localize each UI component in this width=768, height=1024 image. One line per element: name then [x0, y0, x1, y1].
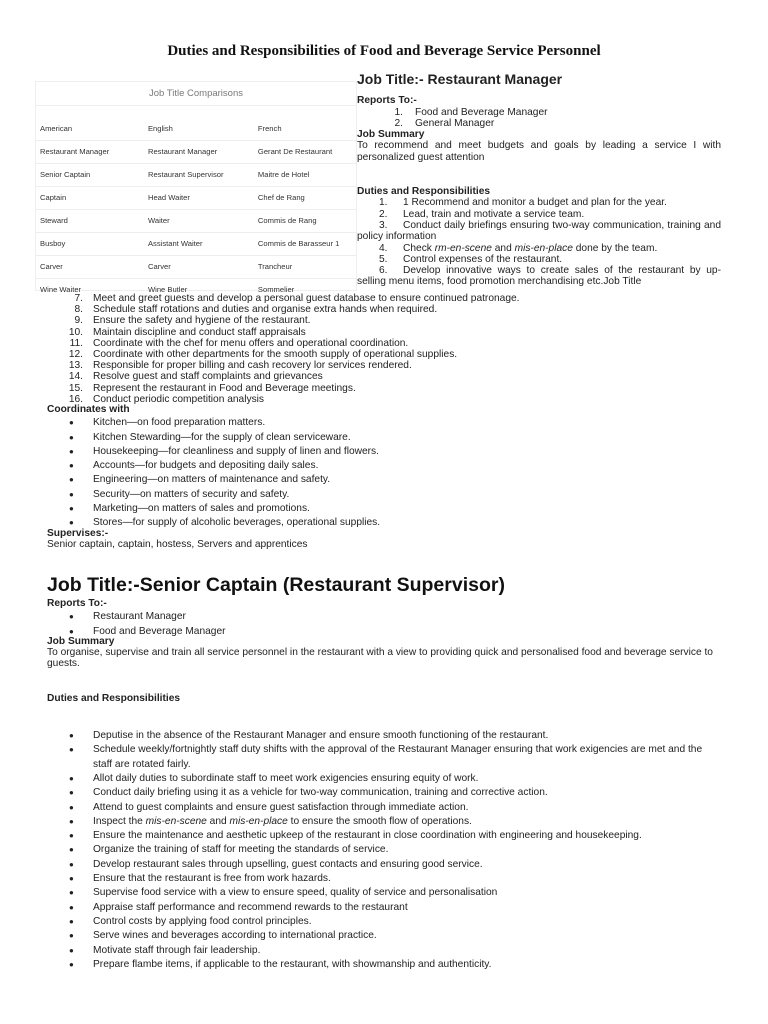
bullet-icon: ● [69, 931, 74, 941]
italic-term: mis-en-place [514, 242, 573, 254]
list-text: Engineering—on matters of maintenance and safety. [93, 474, 331, 486]
captain-section [47, 598, 721, 972]
list-text [93, 801, 721, 815]
coordinates-section [47, 404, 721, 550]
bullet-icon: ● [69, 845, 74, 855]
bullet-icon: ● [69, 418, 74, 428]
comparison-cell: Assistant Waiter [147, 239, 203, 248]
list-number: 1. [379, 197, 388, 209]
manager-reports-label: Reports To:- [357, 95, 417, 107]
comparison-cell: Wine Waiter [40, 285, 82, 294]
list-number: 7. [74, 293, 83, 304]
list-text: Kitchen Stewarding—for the supply of clean serviceware. [93, 431, 351, 443]
list-item [47, 315, 721, 326]
captain.duties.15.t-text: Prepare flambe items, if applicable to the restaurant, with showmanship and authenticity. [93, 958, 492, 970]
list-number: 12. [68, 349, 83, 361]
list-item [47, 772, 721, 786]
manager-summary: To recommend and meet budgets and goals by leading a service I with personalized guest attention [357, 140, 721, 163]
list-text [93, 886, 721, 900]
captain.duties.0.t-text: Deputise in the absence of the Restaurant Manager and ensure smooth functioning of the restaurant. [93, 730, 549, 742]
list-item [47, 488, 721, 502]
captain.duties.10.t-text: Supervise food service with a view to ensure speed, quality of service and personalisation [93, 887, 498, 899]
captain.duties.4.t-text: Attend to guest complaints and ensure guest satisfaction through immediate action. [93, 801, 469, 813]
list-text: Accounts—for budgets and depositing daily sales. [93, 460, 319, 472]
manager.duties_top.5.t-text: Develop innovative ways to create sales of the restaurant by up-selling menu items, food promotion merchandising etc.Job Title [357, 265, 721, 288]
list-text [93, 901, 721, 915]
list-item [47, 872, 721, 886]
list-item [47, 901, 721, 915]
list-text: Resolve guest and staff complaints and grievances [93, 371, 323, 383]
comparison-cell: Head Waiter [147, 193, 190, 202]
list-number: 11. [69, 337, 83, 349]
manager-reports-list [357, 107, 721, 130]
list-item [47, 304, 721, 315]
list-item [357, 254, 721, 265]
comparison-cell: Waiter [147, 216, 170, 225]
list-text [93, 929, 721, 943]
manager.duties_top.2.t-text: Conduct daily briefings ensuring two-way communication, training and policy information [357, 219, 721, 243]
captain-duties-label: Duties and Responsibilities [47, 692, 181, 704]
comparison-cell: American [40, 124, 73, 133]
comparison-cell: Commis de Barasseur 1 [257, 239, 340, 248]
bullet-icon: ● [69, 945, 74, 955]
manager-job-title: Job Title:- Restaurant Manager [357, 71, 563, 87]
captain-reports-label: Reports To:- [47, 598, 107, 609]
list-item [47, 843, 721, 857]
list-text: Marketing—on matters of sales and promotions. [93, 503, 310, 515]
comparison-cell: English [147, 124, 173, 133]
captain.duties.13.t-text: Serve wines and beverages according to international practice. [93, 930, 377, 942]
comparison-cell: Gerant De Restaurant [257, 147, 333, 156]
list-number: 8. [74, 304, 83, 316]
italic-term: mis-en-scene [145, 815, 207, 827]
comparison-cell: Carver [147, 262, 171, 271]
list-text [93, 829, 721, 843]
captain.duties.14.t-text: Motivate staff through fair leadership. [93, 944, 261, 956]
list-number: 10. [68, 326, 83, 338]
list-text [93, 858, 721, 872]
list-item [47, 445, 721, 459]
bullet-icon: ● [69, 432, 74, 442]
comparison-cell: French [257, 124, 282, 133]
list-item [47, 801, 721, 815]
list-item [47, 338, 721, 349]
comparison-cell: Restaurant Supervisor [147, 170, 224, 179]
manager.duties_top.0.t-text: 1 Recommend and monitor a budget and plan for the year. [403, 197, 667, 209]
list-item [47, 929, 721, 943]
list-item [47, 360, 721, 371]
list-text: Conduct periodic competition analysis [93, 393, 265, 405]
captain-summary: To organise, supervise and train all service personnel in the restaurant with a view to providing quick and personalised food and beverage service to guests. [47, 647, 713, 670]
list-number: 3. [379, 219, 388, 231]
list-item [47, 327, 721, 338]
captain-summary-label: Job Summary [47, 635, 115, 647]
coordinates-list [47, 416, 721, 530]
comparison-cell: Maitre de Hotel [257, 170, 310, 179]
comparison-row [36, 140, 356, 163]
list-item [47, 516, 721, 530]
comparison-cell: Trancheur [257, 262, 293, 271]
list-text: Inspect the mis-en-scene and mis-en-place to ensure the smooth flow of operations. [93, 815, 472, 827]
list-item [47, 431, 721, 445]
list-number: 1. [394, 106, 403, 118]
list-number: 16. [68, 393, 83, 405]
list-item [47, 625, 721, 639]
list-number: 4. [379, 242, 388, 254]
list-item [47, 958, 721, 972]
manager-duties-label: Duties and Responsibilities [357, 186, 491, 198]
bullet-icon: ● [69, 874, 74, 884]
bullet-icon: ● [69, 816, 74, 826]
comparison-cell: Steward [40, 216, 68, 225]
bullet-icon: ● [69, 802, 74, 812]
supervises-text: Senior captain, captain, hostess, Servers and apprentices [47, 538, 308, 550]
list-text: Food and Beverage Manager [93, 625, 226, 637]
captain-job-title: Job Title:-Senior Captain (Restaurant Supervisor) [47, 574, 505, 596]
list-text: General Manager [415, 117, 495, 129]
bullet-icon: ● [69, 461, 74, 471]
list-text: Kitchen—on food preparation matters. [93, 417, 266, 429]
list-number: 2. [379, 208, 388, 220]
list-text [93, 743, 721, 772]
list-item [47, 944, 721, 958]
bullet-icon: ● [69, 902, 74, 912]
list-text [93, 843, 721, 857]
captain.duties.2.t-text: Allot daily duties to subordinate staff to meet work exigencies ensuring equity of work. [93, 772, 479, 784]
comparison-row [36, 186, 356, 209]
list-item [47, 502, 721, 516]
list-text [93, 915, 721, 929]
captain.duties.11.t-text: Appraise staff performance and recommend rewards to the restaurant [93, 901, 408, 913]
bullet-icon: ● [69, 831, 74, 841]
list-text [93, 872, 721, 886]
bullet-icon: ● [69, 504, 74, 514]
list-item [47, 459, 721, 473]
list-number: 13. [68, 360, 83, 372]
list-item: 4. Check rm-en-scene and mis-en-place done by the team. [379, 242, 658, 254]
captain.duties.12.t-text: Control costs by applying food control principles. [93, 915, 312, 927]
bullet-icon: ● [69, 446, 74, 456]
captain.duties.1.t-text: Schedule weekly/fortnightly staff duty shifts with the approval of the Restaurant Manager ensuring that work exigencies are met and the staff are rotated fairly. [93, 744, 703, 770]
bullet-icon: ● [69, 626, 74, 636]
list-text: Represent the restaurant in Food and Beverage meetings. [93, 382, 356, 394]
supervises-label: Supervises:- [47, 527, 109, 539]
list-number: 2. [394, 117, 403, 129]
bullet-icon: ● [69, 959, 74, 969]
comparison-rows [36, 106, 356, 301]
comparison-row [36, 209, 356, 232]
comparison-cell: Chef de Rang [257, 193, 305, 202]
captain.duties.7.t-text: Organize the training of staff for meeting the standards of service. [93, 844, 389, 856]
comparison-cell: Restaurant Manager [147, 147, 218, 156]
list-item [47, 786, 721, 800]
list-text [93, 944, 721, 958]
bullet-icon: ● [69, 475, 74, 485]
list-item [47, 610, 721, 624]
comparison-cell: Restaurant Manager [40, 147, 110, 156]
captain-duties-list [47, 729, 721, 972]
comparison-cell: Busboy [40, 239, 66, 248]
list-text: Security—on matters of security and safety. [93, 488, 290, 500]
captain-reports-list [47, 610, 721, 639]
comparison-cell: Sommelier [257, 285, 295, 294]
list-item [357, 265, 721, 288]
list-number: 9. [74, 315, 83, 327]
manager.duties_top.1.t-text: Lead, train and motivate a service team. [403, 208, 585, 220]
captain.duties.8.t-text: Develop restaurant sales through upselling, guest contacts and ensuring good service. [93, 858, 483, 870]
manager-duties-continued [47, 293, 721, 405]
list-text: Coordinate with other departments for the smooth supply of operational supplies. [93, 349, 458, 361]
list-number: 14. [68, 371, 83, 383]
list-item [47, 416, 721, 430]
italic-term: rm-en-scene [434, 242, 492, 254]
list-text: Responsible for proper billing and cash recovery lor services rendered. [93, 360, 412, 372]
bullet-icon: ● [69, 888, 74, 898]
comparison-row [36, 163, 356, 186]
bullet-icon: ● [69, 612, 74, 622]
captain.duties.9.t-text: Ensure that the restaurant is free from work hazards. [93, 873, 331, 885]
list-item [357, 209, 721, 220]
comparison-heading: Job Title Comparisons [36, 82, 356, 106]
document-title: Duties and Responsibilities of Food and Beverage Service Personnel [167, 43, 601, 59]
list-item [357, 220, 721, 243]
list-text [93, 729, 721, 743]
list-text: Schedule staff rotations and duties and organise extra hands when required. [93, 304, 438, 316]
list-text: Restaurant Manager [93, 611, 186, 623]
list-text: Housekeeping—for cleanliness and supply of linen and flowers. [93, 445, 379, 457]
list-number: 5. [379, 253, 388, 265]
coordinates-label: Coordinates with [47, 404, 130, 415]
list-text: Ensure the safety and hygiene of the restaurant. [93, 315, 311, 327]
list-text: Maintain discipline and conduct staff appraisals [93, 326, 306, 338]
manager.duties_top.4.t-text: Control expenses of the restaurant. [403, 253, 563, 265]
list-item [47, 815, 721, 829]
comparison-cell: Senior Captain [40, 170, 91, 179]
list-item [47, 915, 721, 929]
list-item [47, 371, 721, 382]
list-text: Coordinate with the chef for menu offers and operational coordination. [93, 337, 409, 349]
captain.duties.6.t-text: Ensure the maintenance and aesthetic upkeep of the restaurant in close coordination with engineering and housekeeping. [93, 830, 642, 842]
job-title-comparison-table [35, 81, 357, 294]
list-item [47, 729, 721, 743]
list-item [47, 743, 721, 772]
manager-summary-label: Job Summary [357, 129, 425, 141]
bullet-icon: ● [69, 916, 74, 926]
list-item [47, 829, 721, 843]
manager-section [357, 71, 721, 288]
list-text [93, 958, 721, 972]
comparison-cell: Wine Butler [147, 285, 188, 294]
list-text [93, 786, 721, 800]
comparison-cell: Commis de Rang [257, 216, 317, 225]
list-item [47, 473, 721, 487]
bullet-icon: ● [69, 745, 74, 755]
bullet-icon: ● [69, 489, 74, 499]
list-text [93, 772, 721, 786]
list-text: Food and Beverage Manager [415, 106, 548, 118]
list-item [357, 107, 721, 118]
comparison-cell: Carver [40, 262, 63, 271]
comparison-row [36, 232, 356, 255]
comparison-row [36, 255, 356, 278]
bullet-icon: ● [69, 731, 74, 741]
list-item [47, 349, 721, 360]
list-item [47, 293, 721, 304]
list-item [357, 197, 721, 208]
list-text: Stores—for supply of alcoholic beverages, operational supplies. [93, 517, 381, 529]
manager-duties-list [357, 197, 721, 287]
comparison-cell: Captain [40, 193, 67, 202]
list-text: Meet and greet guests and develop a personal guest database to ensure continued patronage. [93, 293, 520, 304]
bullet-icon: ● [69, 518, 74, 528]
list-item [47, 383, 721, 394]
comparison-row [36, 118, 356, 140]
list-item [357, 118, 721, 129]
italic-term: mis-en-place [229, 815, 288, 827]
list-item [47, 886, 721, 900]
captain.duties.3.t-text: Conduct daily briefing using it as a vehicle for two-way communication, training and corrective action. [93, 787, 548, 799]
list-item [47, 858, 721, 872]
bullet-icon: ● [69, 788, 74, 798]
list-number: 15. [68, 382, 83, 394]
bullet-icon: ● [69, 859, 74, 869]
list-number: 6. [379, 265, 388, 277]
bullet-icon: ● [69, 773, 74, 783]
